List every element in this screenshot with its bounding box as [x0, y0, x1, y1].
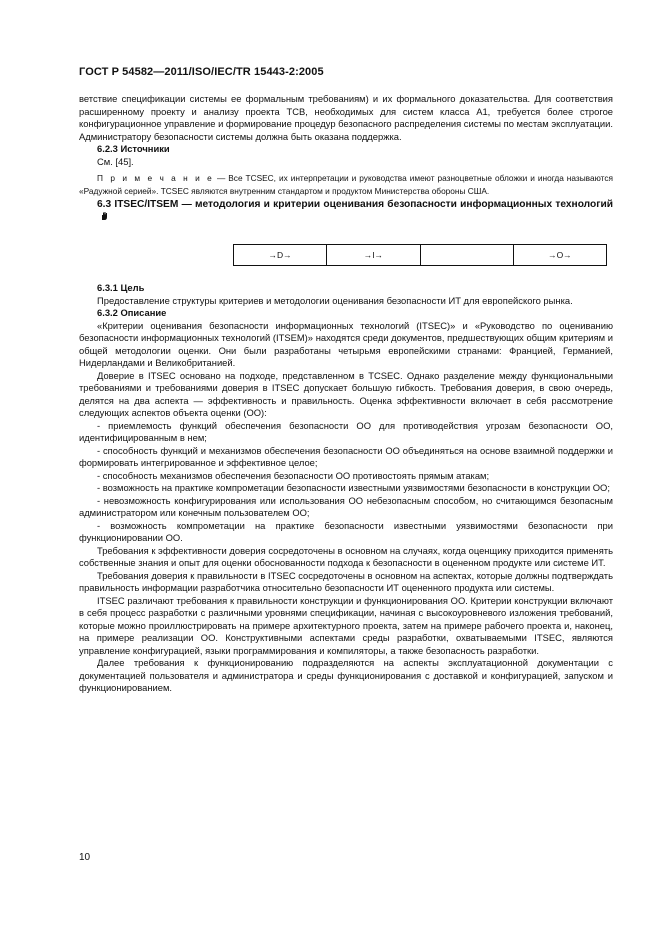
scheme-cell: →I→ — [326, 245, 419, 265]
description-paragraph: Доверие в ITSEC основано на подходе, представленном в TCSEC. Однако разделение между функциональными требованиями и требованиями доверия в ITSEC допускает большую гибкость. Требования доверия, в свою очередь, делятся на два аспекта — эффективность и правильность. Оценка эффективности включает в себя рассмотрение следующих аспектов объекта оценки (ОО): — [79, 369, 613, 418]
section-heading-6-3 — [79, 198, 613, 224]
note-label: П р и м е ч а н и е — [97, 173, 214, 183]
list-item: - способность механизмов обеспечения безопасности ОО противостоять прямым атакам; — [97, 469, 490, 481]
section-6-3-title: 6.3 ITSEC/ITSEM — методология и критерии оценивания безопасности информационных технологий — [97, 199, 613, 210]
intro-paragraph: ветствие спецификации системы ее формальным требованиям) и их формального доказательства. Для соответствия расширенному проекту и анализу проекта TCB, необходимых для систем класса А1, требуется более строгое конфигурационное управление и формирование процедур безопасного распределения системы по местам эксплуатации. Администратору безопасности системы должна быть оказана поддержка. — [79, 93, 613, 142]
document-header: ГОСТ Р 54582—2011/ISO/IEC/TR 15443-2:2005 — [79, 66, 324, 78]
page-number: 10 — [79, 852, 91, 863]
goal-text: Предоставление структуры критериев и методологии оценивания безопасности ИТ для европейского рынка. — [97, 294, 573, 306]
note-paragraph — [79, 172, 613, 198]
section-heading-6-3-2: 6.3.2 Описание — [97, 307, 167, 318]
description-paragraph: ITSEC различают требования к правильности конструкции и функционирования ОО. Критерии конструкции включают в себя процесс разработки с различными уровнями спецификации, начиная с высокоуровневого изложения требований, которые можно проиллюстрировать на примере архитектурного проекта, затем на примере рабочего проекта и, наконец, на примере реализации ОО. Конструктивными аспектами среды разработки, охватываемыми ITSEC, являются управление конфигурацией, языки программирования и компиляторы, а также безопасность разработки. — [79, 594, 613, 656]
list-item: - невозможность конфигурирования или использования ОО небезопасным способом, но считающимся безопасным администратором или конечным пользователем ОО; — [79, 494, 613, 518]
scheme-cell: →O→ — [513, 245, 606, 265]
section-heading-6-2-3: 6.2.3 Источники — [97, 143, 170, 154]
evaluation-scheme-table — [233, 244, 607, 266]
list-item: - приемлемость функций обеспечения безопасности ОО для противодействия угрозам безопасности ОО, идентифицированным в нем; — [79, 419, 613, 443]
description-paragraph: Далее требования к функционированию подразделяются на аспекты эксплуатационной документации с документацией пользователя и администратора и среды функционирования с доставкой и конфигурацией, запуском и функционированием. — [79, 657, 613, 693]
description-paragraph: Требования доверия к правильности в ITSEC сосредоточены в основном на аспектах, которые должны подтверждать правильность информации разработчика относительно безопасности ИТ оцененного продукта или системы. — [79, 569, 613, 593]
scheme-cell: →D→ — [268, 249, 292, 260]
list-item: - способность функций и механизмов обеспечения безопасности ОО объединяться на основе взаимной поддержки и формировать интегрированное и эффективное целое; — [79, 444, 613, 468]
page-content — [79, 93, 613, 695]
note-text: — Все TCSEC, их интерпретации и руководства имеют разноцветные обложки и иногда называются «Радужной серией». TCSEC являются внутренним стандартом и продуктом Министерства обороны США. — [79, 173, 613, 196]
hand-icon — [100, 211, 109, 221]
list-item: - возможность компрометации на практике безопасности известными уязвимостями безопасности при функционировании ОО. — [79, 519, 613, 543]
description-paragraph: Требования к эффективности доверия сосредоточены в основном на случаях, когда оценщику приходится применять собственные знания и опыт для оценки обоснованности подхода к безопасности в оцененном продукте или системе ИТ. — [79, 544, 613, 568]
sources-text: См. [45]. — [97, 155, 134, 167]
scheme-cell — [420, 245, 513, 265]
description-paragraph: «Критерии оценивания безопасности информационных технологий (ITSEC)» и «Руководство по оцениванию безопасности информационных технологий (ITSEM)» находятся среди документов, предшествующих общим критериям и общей методологии оценки. Они были разработаны четырьмя европейскими странами: Францией, Германией, Нидерландами и Великобританией. — [79, 319, 613, 368]
section-heading-6-3-1: 6.3.1 Цель — [97, 282, 145, 293]
list-item: - возможность на практике компрометации безопасности известными уязвимостями безопасности в конструкции ОО; — [97, 482, 610, 493]
